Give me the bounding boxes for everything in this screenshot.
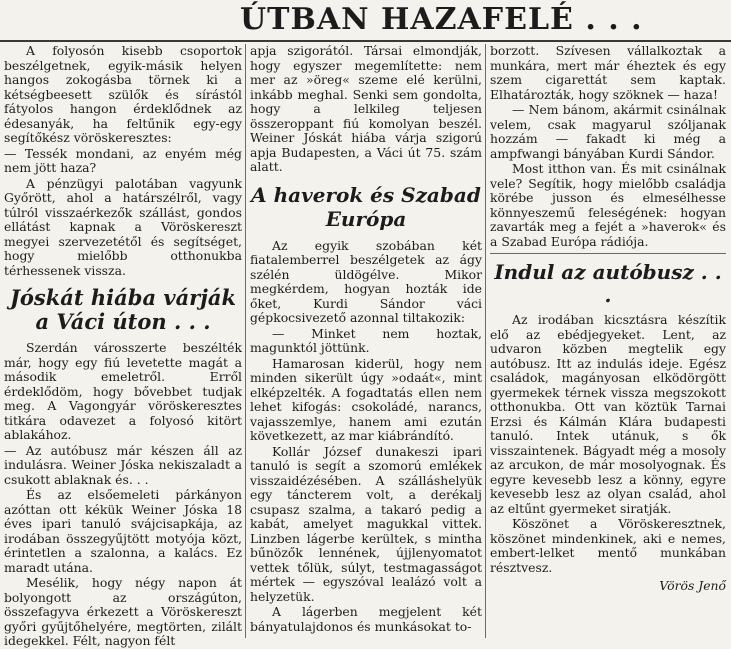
paragraph: — Nem bánom, akármit csinálnak velem, csak magyarul szóljanak hozzám — fakadt ki még a ampfwangi bányában Kurdi Sándor. xyxy=(490,102,726,161)
paragraph: — Minket nem hoztak, magunktól jöttünk. xyxy=(250,325,482,355)
paragraph: Most itthon van. És mit csinálnak vele? Segítik, hogy mielőbb családja körébe jusson és elmesélhesse könnyeszemű feleségének: hogyan zavarták meg a fejét a »haverok« és a Szabad Európa rádiója. xyxy=(490,161,726,249)
column-3 xyxy=(490,44,726,638)
paragraph: Kollár József dunakeszi ipari tanuló is segít a szomorú emlékek visszaidézésében. A szálláshelyük egy táncterem volt, a derékalj csupasz szalma, a takaró pedig a kabát, amelyet magukkal vittek. Linzben lágerbe kerültek, s mintha bűnözők lennének, újjlenyomatot vettek tőlük, súlyt, testmagasságot mértek — egyszóval lealázó volt a helyzetük. xyxy=(250,443,482,604)
section-divider xyxy=(490,253,726,254)
paragraph: Mesélik, hogy négy napon át bolyongott az országúton, összefagyva érkezett a Vöröskereszt győri gyűjtőhelyére, megtörten, zilált idegekkel. Félt, nagyon félt xyxy=(4,575,242,648)
column-1 xyxy=(4,43,242,648)
subheading: A haverok és Szabad Európa xyxy=(251,182,481,231)
paragraph: Hamarosan kiderül, hogy nem minden sikerült úgy »odaát«, mint elképzelték. A fogadtatás ellen nem lehet kifogás: csokoládé, narancs, vajasszemlye, hanem ami ezután következett, az mar kiábrándító. xyxy=(250,355,482,443)
paragraph: — Az autóbusz már készen áll az indulásra. Weiner Jóska nekiszaladt a csukott ablaknak és. . . xyxy=(4,442,242,487)
paragraph: És az elsőemeleti párkányon azóttan ott kékük Weiner Jóska 18 éves ipari tanuló svájcisapkája, az irodában összegyűjtött motyója közt, érintetlen a szalonna, a kalács. Ez maradt utána. xyxy=(4,487,242,575)
column-divider xyxy=(245,44,246,638)
paragraph: A folyosón kisebb csoportok beszélgetnek, egyik-másik helyen hangos zokogásba törnek ki a kétségbeesett szülők és sírástól fátyolos hangon érdeklődnek az édesanyák, ha feltűnik egy-egy segítőkész vöröskeresztes: xyxy=(4,43,242,145)
title-rule xyxy=(0,40,731,42)
paragraph: Az irodában kicsztásra készítik elő az ebédjegyeket. Lent, az udvaron közben megtelik egy autóbusz. Itt az indulás ideje. Egész családok, magányosan elködörgött gyermekek térnek vissza megszokott otthonukba. Ott van köztük Tarnai Erzsi és Kálmán Klára budapesti tanuló. Intek utánuk, s ők visszaintenek. Bágyadt még a mosoly az arcukon, de már mosolyognak. És egyre kevesebb lesz a könny, egyre kevesebb lesz az olyan család, ahol az eltűnt gyermeket siratják. xyxy=(490,312,726,516)
author-signature: Vörös Jenő xyxy=(659,578,726,593)
paragraph: borzott. Szívesen vállalkoztak a munkára, mert már éheztek és egy szem cigarettát sem kaptak. Elhatározták, hogy szöknek — haza! xyxy=(490,43,726,102)
column-2 xyxy=(250,44,482,638)
paragraph: apja szigorától. Társai elmondják, hogy egyszer megemlítette: nem mer az »öreg« szeme elé kerülni, inkább meghal. Senki sem gondolta, hogy a lelkileg teljesen összeroppant fiú komolyan beszél. Weiner Jóskát hiába várja szigorú apja Budapesten, a Váci út 75. szám alatt. xyxy=(250,43,482,174)
subheading: Indul az autóbusz . . . xyxy=(494,260,722,307)
paragraph: A lágerben megjelent két bányatulajdonos és munkásokat to- xyxy=(250,604,482,634)
paragraph: — Tessék mondani, az enyém még nem jött haza? xyxy=(4,145,242,175)
subheading: Jóskát hiába várják a Váci úton . . . xyxy=(9,285,237,334)
paragraph: Szerdán városszerte beszélték már, hogy egy fiú levetette magát a második emeletről. Erről érdeklődöm, hogy bővebbet tudjak meg. A Vagongyár vöröskeresztes titkára odavezet a folyosó kitört ablakához. xyxy=(4,340,242,442)
paragraph: Az egyik szobában két fiatalemberrel beszélgetek az ágy szélén üldögélve. Mikor megkérdem, hogyan hozták ide őket, Kurdi Sándor váci gépkocsivezető azonnal tiltakozik: xyxy=(250,237,482,325)
column-divider xyxy=(485,44,486,638)
paragraph: Köszönet a Vöröskeresztnek, köszönet mindenkinek, aki e nemes, embert-lelket mentő munkában résztvesz. xyxy=(490,516,726,575)
article-title: ÚTBAN HAZAFELÉ . . . xyxy=(240,2,643,37)
paragraph: A pénzügyi palotában vagyunk Győrött, ahol a határszélről, vagy túlról visszaérkezők szállást, gondos ellátást kapnak a Vöröskereszt megyei szervezetétől és segítséget, hogy mielőbb otthonukba térhessenek vissza. xyxy=(4,175,242,278)
